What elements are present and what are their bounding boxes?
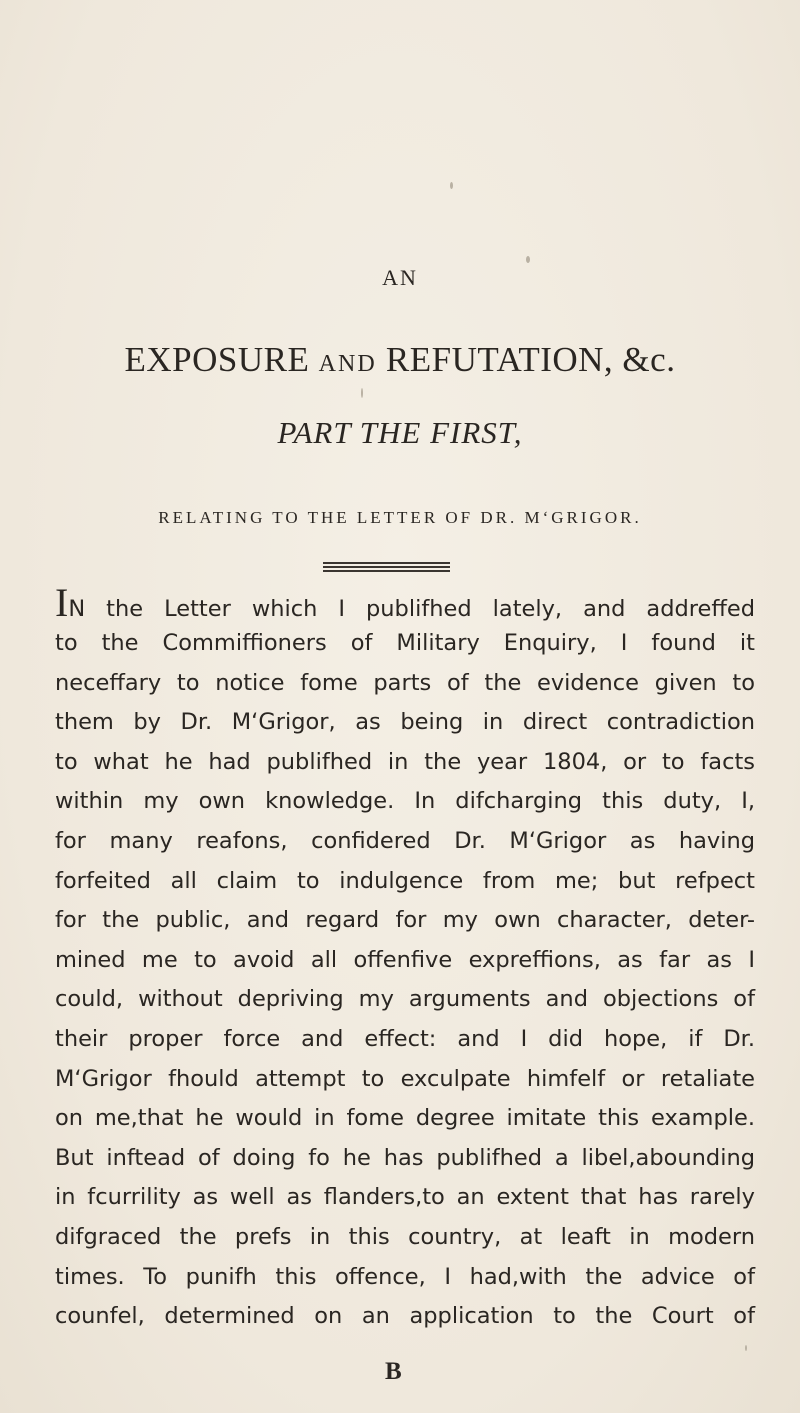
- text-line: times. To punifh this offence, I had,with the advice of: [55, 1263, 755, 1290]
- title-exposure: EXPOSURE: [124, 340, 310, 379]
- text-line: for many reafons, confidered Dr. M‘Grigor as having: [55, 827, 755, 854]
- text-line: to the Commiffioners of Military Enquiry, I found it: [55, 630, 755, 656]
- title-and: AND: [318, 351, 377, 377]
- part-title: PART THE FIRST,: [277, 415, 523, 450]
- paper-speck: [450, 182, 453, 189]
- text-line: mined me to avoid all offenfive expreffions, as far as I: [55, 946, 755, 973]
- double-rule-divider: [323, 562, 450, 574]
- heading-an: AN: [382, 265, 418, 290]
- text-line: could, without depriving my arguments and objections of: [55, 986, 755, 1013]
- title-refutation: REFUTATION, &c.: [385, 340, 676, 379]
- text-line: in fcurrility as well as flanders,to an extent that has rarely: [55, 1184, 755, 1211]
- text-line: to what he had publifhed in the year 1804, or to facts: [55, 748, 755, 775]
- text-line: difgraced the prefs in this country, at leaft in modern: [55, 1223, 755, 1250]
- drop-capital: I: [55, 580, 69, 625]
- text-line: them by Dr. M‘Grigor, as being in direct contradiction: [55, 709, 755, 736]
- text-line: But inftead of doing fo he has publifhed a libel,abounding: [55, 1144, 755, 1171]
- body-text: [55, 578, 755, 1337]
- signature-mark: B: [385, 1358, 402, 1385]
- text-line: forfeited all claim to indulgence from me; but refpect: [55, 867, 755, 894]
- text-line: within my own knowledge. In difcharging this duty, I,: [55, 788, 755, 815]
- text-line: counfel, determined on an application to the Court of: [55, 1303, 755, 1330]
- paper-speck: [745, 1345, 747, 1351]
- main-title: [0, 340, 800, 380]
- relating-subtitle: RELATING TO THE LETTER OF DR. M‘GRIGOR.: [158, 508, 642, 527]
- text-line: for the public, and regard for my own character, deter-: [55, 907, 755, 934]
- text-line: on me,that he would in fome degree imitate this example.: [55, 1105, 755, 1132]
- text-line: M‘Grigor fhould attempt to exculpate himfelf or retaliate: [55, 1065, 755, 1092]
- paper-speck: [526, 256, 530, 263]
- text-line: IN the Letter which I publifhed lately, and addreffed: [55, 580, 755, 625]
- paper-speck: [361, 388, 363, 398]
- text-line: neceffary to notice fome parts of the evidence given to: [55, 669, 755, 696]
- text-line: their proper force and effect: and I did hope, if Dr.: [55, 1025, 755, 1052]
